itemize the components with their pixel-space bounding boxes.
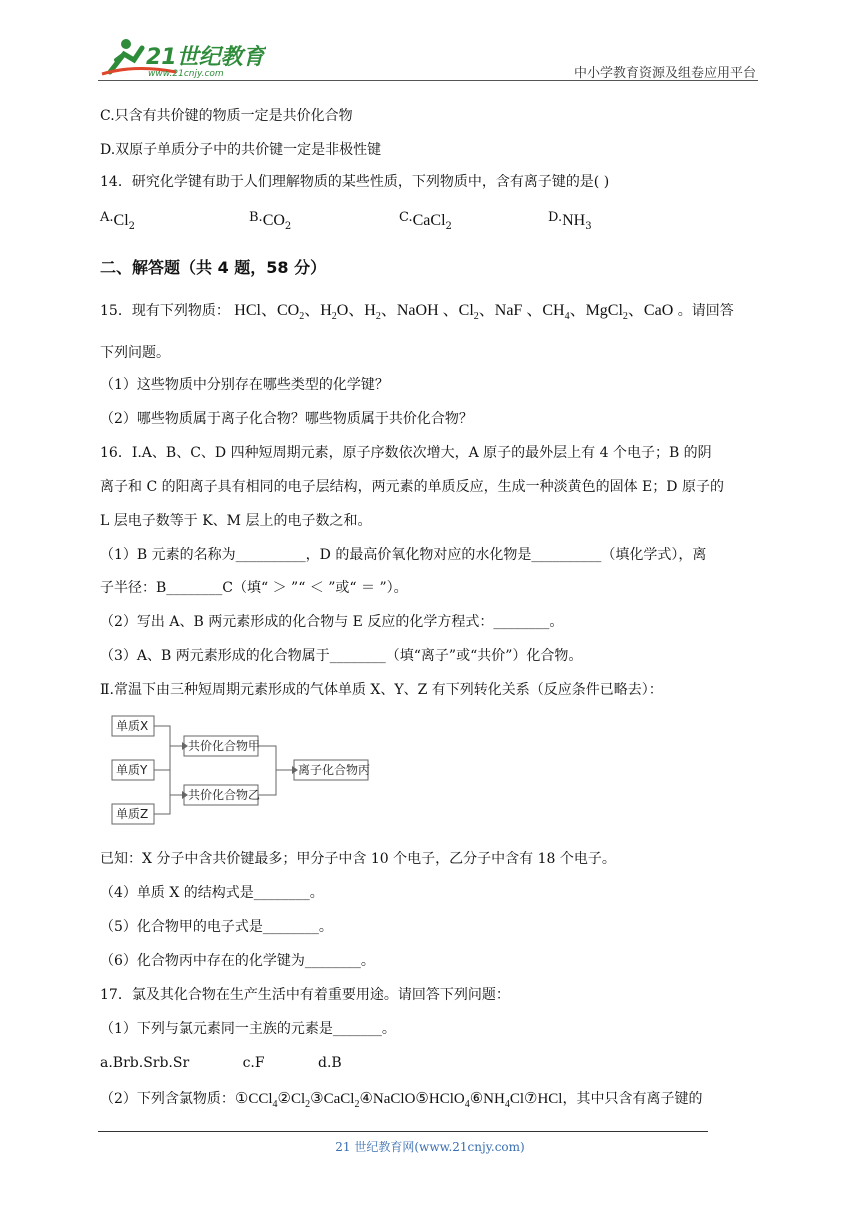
- footer-divider: [98, 1131, 708, 1132]
- q15-line2: 下列问题。: [100, 345, 170, 361]
- q17-sub1-options: a.Brb.Srb.Sr c.F d.B: [100, 1055, 342, 1071]
- q17-stem: 17．氯及其化合物在生产生活中有着重要用途。请回答下列问题：: [100, 987, 510, 1003]
- q15-sub1: （1）这些物质中分别存在哪些类型的化学键？: [100, 377, 389, 393]
- header-divider: [98, 80, 758, 81]
- q17-sub2: （2）下列含氯物质：$①CCl_4②Cl_2③CaCl_2④NaClO⑤HClO_4⑥NH_4Cl⑦HCl$，其中只含有离子键的: [100, 1091, 703, 1110]
- q14-option-a: $A.Cl_2$: [100, 210, 136, 232]
- q16-line3: L 层电子数等于 K、M 层上的电子数之和。: [100, 513, 372, 529]
- logo-url: www.21cnjy.com: [148, 69, 224, 79]
- q14-option-c: C.CaCl$_2$: [399, 210, 452, 232]
- q17-sub1: （1）下列与氯元素同一主族的元素是_______。: [100, 1021, 396, 1037]
- q14-option-d: $D.NH_3$: [548, 210, 592, 232]
- label-bing: 离子化合物丙: [298, 763, 371, 777]
- q16-sub2: （2）写出 A、B 两元素形成的化合物与 E 反应的化学方程式：________。: [100, 614, 564, 630]
- logo-text: 21世纪教育: [146, 45, 265, 70]
- section-title: 二、解答题（共 4 题，58 分）: [100, 258, 327, 277]
- q15-sub2: （2）哪些物质属于离子化合物？哪些物质属于共价化合物？: [100, 411, 473, 427]
- label-jia: 共价化合物甲: [188, 739, 261, 753]
- footer-link[interactable]: 21 世纪教育网(www.21cnjy.com): [335, 1140, 525, 1154]
- q17-substance-list: $①CCl_4②Cl_2③CaCl_2④NaClO⑤HClO_4⑥NH_4Cl⑦HCl$: [234, 1091, 563, 1110]
- q15-substance-list: HCl、$CO_2$、$H_2O$、$H_2$、NaOH 、$Cl_2$、NaF 、$CH_4$、MgCl$_2$、CaO: [234, 302, 674, 322]
- conversion-diagram: [104, 708, 394, 832]
- q16-sub6: （6）化合物丙中存在的化学键为________。: [100, 953, 375, 969]
- q14-option-b: $B.CO_2$: [249, 210, 292, 232]
- q16-sub1b: 子半径：B________C（填“ ＞ ”“ ＜ ”或“ ＝ ”）。: [100, 580, 408, 596]
- q16-sub4: （4）单质 X 的结构式是________。: [100, 885, 324, 901]
- q16-known: 已知：X 分子中含共价键最多；甲分子中含 10 个电子，乙分子中含有 18 个电子。: [100, 851, 616, 867]
- q16-line2: 离子和 C 的阳离子具有相同的电子层结构，两元素的单质反应，生成一种淡黄色的固体 E；D 原子的: [100, 479, 724, 495]
- site-logo: [96, 34, 266, 80]
- q16-sub5: （5）化合物甲的电子式是________。: [100, 919, 333, 935]
- q16-sub3: （3）A、B 两元素形成的化合物属于________（填“离子”或“共价”）化合物。: [100, 648, 583, 664]
- q14-stem: 14．研究化学键有助于人们理解物质的某些性质，下列物质中，含有离子键的是( ): [100, 174, 610, 190]
- label-yi: 共价化合物乙: [188, 788, 261, 802]
- q13-option-d: D.双原子单质分子中的共价键一定是非极性键: [100, 142, 382, 158]
- platform-name: 中小学教育资源及组卷应用平台: [573, 66, 756, 81]
- label-z: 单质Z: [116, 807, 149, 821]
- q13-option-c: C.只含有共价键的物质一定是共价化合物: [100, 108, 353, 124]
- q15-stem: 15．现有下列物质： HCl、$CO_2$、$H_2O$、$H_2$、NaOH 、$Cl_2$、NaF 、$CH_4$、MgCl$_2$、CaO 。请回答: [100, 302, 734, 322]
- label-x: 单质X: [116, 719, 149, 733]
- label-y: 单质Y: [116, 763, 148, 777]
- q16-sub1a: （1）B 元素的名称为__________，D 的最高价氧化物对应的水化物是__________（填化学式），离: [100, 547, 707, 563]
- q16-part2: Ⅱ.常温下由三种短周期元素形成的气体单质 X、Y、Z 有下列转化关系（反应条件已略去）：: [100, 682, 663, 698]
- q16-line1: 16．Ⅰ.A、B、C、D 四种短周期元素，原子序数依次增大，A 原子的最外层上有 4 个电子；B 的阴: [100, 445, 712, 461]
